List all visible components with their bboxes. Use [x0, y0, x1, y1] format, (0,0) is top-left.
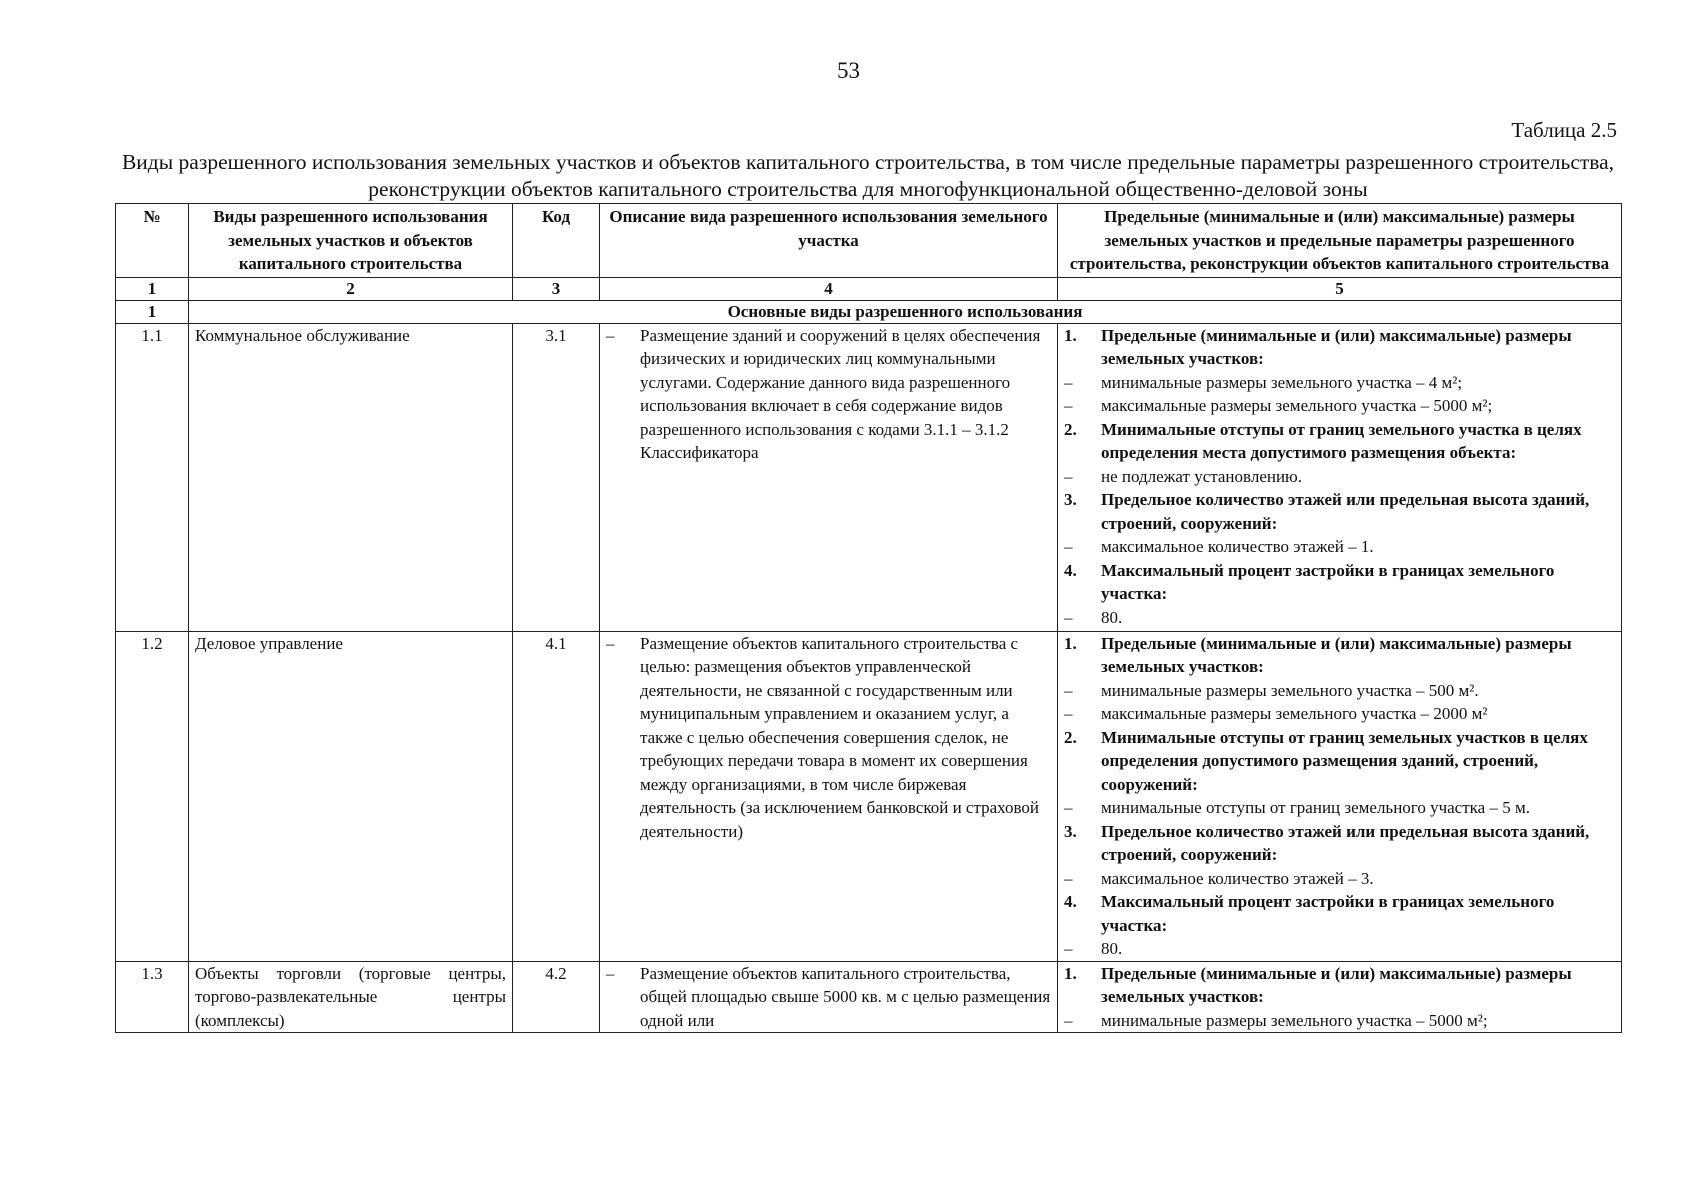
column-number-row: [116, 277, 1622, 300]
parameter-heading: [1064, 418, 1615, 465]
parameter-marker: –: [1064, 704, 1073, 723]
parameter-heading: [1064, 324, 1615, 371]
description-text: Размещение объектов капитального строительства, общей площадью свыше 5000 кв. м с целью размещения одной или: [640, 963, 1051, 1030]
parameter-marker: 1.: [1064, 633, 1077, 653]
row-parameters: [1058, 961, 1622, 1033]
parameter-text: Предельные (минимальные и (или) максимальные) размеры земельных участков:: [1101, 325, 1572, 368]
parameter-text: 80.: [1101, 607, 1123, 627]
row-number: 1.1: [116, 323, 189, 631]
parameter-marker: –: [1064, 607, 1073, 627]
parameter-text: 80.: [1101, 939, 1123, 958]
parameter-item: [1064, 702, 1615, 726]
col-number: 5: [1058, 277, 1622, 300]
parameter-heading: [1064, 726, 1615, 797]
parameter-text: Предельные (минимальные и (или) максимальные) размеры земельных участков:: [1101, 633, 1572, 676]
parameter-item: [1064, 867, 1615, 891]
parameter-marker: 4.: [1064, 560, 1077, 580]
parameter-marker: –: [1064, 680, 1073, 700]
parameter-text: минимальные размеры земельного участка – 5000 м²;: [1101, 1010, 1488, 1030]
dash-marker: –: [606, 963, 615, 983]
header-kind: Виды разрешенного использования земельных участков и объектов капитального строительства: [189, 204, 513, 278]
parameter-marker: –: [1064, 1010, 1073, 1030]
dash-marker: –: [606, 325, 615, 345]
parameter-text: максимальные размеры земельного участка – 5000 м²;: [1101, 396, 1493, 415]
parameter-text: Предельные (минимальные и (или) максимальные) размеры земельных участков:: [1101, 963, 1572, 1006]
parameter-marker: –: [1064, 466, 1073, 486]
parameter-item: [1064, 1009, 1615, 1033]
parameter-marker: 1.: [1064, 325, 1077, 345]
row-code: 4.1: [513, 631, 600, 961]
parameter-marker: 2.: [1064, 419, 1077, 439]
header-code: Код: [513, 204, 600, 278]
section-row: [116, 300, 1622, 323]
parameter-item: [1064, 371, 1615, 395]
parameter-text: не подлежат установлению.: [1101, 466, 1303, 486]
table-caption: Виды разрешенного использования земельных участков и объектов капитального строительства, в том числе предельные параметры разрешенного строительства, реконструкции объектов капитального строительства для многофункциональной общественно-деловой зоны: [121, 150, 1615, 201]
description-text: Размещение объектов капитального строительства с целью: размещения объектов управленческой деятельности, не связанной с государственным или муниципальным управлением и оказанием услуг, а также с целью обеспечения совершения сделок, не требующих передачи товара в момент их совершения между организациями, в том числе биржевая деятельность (за исключением банковской и страховой деятельности): [640, 633, 1040, 841]
header-row: [116, 204, 1622, 278]
parameter-marker: 2.: [1064, 727, 1077, 747]
header-params: Предельные (минимальные и (или) максимальные) размеры земельных участков и предельные параметры разрешенного строительства, реконструкции объектов капитального строительства: [1058, 204, 1622, 278]
row-number: 1.3: [116, 961, 189, 1033]
parameter-text: Предельное количество этажей или предельная высота зданий, строений, сооружений:: [1101, 821, 1590, 864]
header-desc: Описание вида разрешенного использования земельного участка: [600, 204, 1058, 278]
description-text: Размещение зданий и сооружений в целях обеспечения физических и юридических лиц коммунальными услугами. Содержание данного вида разрешенного использования включает в себя содержание видов разрешенного использования с кодами 3.1.1 – 3.1.2 Классификатора: [640, 325, 1041, 462]
row-code: 3.1: [513, 323, 600, 631]
parameter-text: максимальное количество этажей – 3.: [1101, 868, 1374, 888]
parameter-item: [1064, 465, 1615, 489]
parameter-text: Максимальный процент застройки в границах земельного участка:: [1101, 560, 1555, 603]
parameter-item: [1064, 606, 1615, 630]
parameter-heading: [1064, 820, 1615, 867]
header-num: №: [116, 204, 189, 278]
table-row: [116, 961, 1622, 1033]
parameter-marker: –: [1064, 396, 1073, 415]
parameter-text: минимальные размеры земельного участка – 500 м².: [1101, 680, 1479, 700]
row-kind: Объекты торговли (торговые центры, торгово-развлекательные центры (комплексы): [189, 961, 513, 1033]
parameter-marker: 3.: [1064, 821, 1077, 841]
parameter-marker: –: [1064, 939, 1073, 958]
col-number: 1: [116, 277, 189, 300]
page-number: 53: [837, 58, 860, 83]
parameter-text: минимальные отступы от границ земельного участка – 5 м.: [1101, 798, 1530, 817]
parameter-text: Минимальные отступы от границ земельного участка в целях определения места допустимого размещения объекта:: [1101, 419, 1582, 462]
parameter-text: Предельное количество этажей или предельная высота зданий, строений, сооружений:: [1101, 490, 1590, 533]
parameter-heading: [1064, 488, 1615, 535]
row-kind: Коммунальное обслуживание: [189, 323, 513, 631]
row-description: [600, 961, 1058, 1033]
row-parameters: [1058, 323, 1622, 631]
row-code: 4.2: [513, 961, 600, 1033]
parameter-item: [1064, 535, 1615, 559]
col-number: 2: [189, 277, 513, 300]
parameter-marker: 4.: [1064, 892, 1077, 911]
parameter-marker: –: [1064, 868, 1073, 888]
section-num: 1: [116, 300, 189, 323]
parameter-marker: –: [1064, 798, 1073, 817]
table-label: Таблица 2.5: [1511, 118, 1617, 142]
dash-marker: –: [606, 633, 615, 653]
col-number: 4: [600, 277, 1058, 300]
parameter-text: Минимальные отступы от границ земельных участков в целях определения допустимого размещения зданий, строений, сооружений:: [1101, 727, 1588, 794]
table-row: [116, 323, 1622, 631]
parameter-marker: 1.: [1064, 963, 1077, 983]
parameter-text: максимальные размеры земельного участка – 2000 м²: [1101, 704, 1488, 723]
parameter-heading: [1064, 962, 1615, 1009]
parameter-heading: [1064, 559, 1615, 606]
parameter-item: [1064, 394, 1615, 418]
parameter-text: минимальные размеры земельного участка – 4 м²;: [1101, 372, 1463, 392]
parameter-marker: 3.: [1064, 490, 1077, 509]
table-row: [116, 631, 1622, 961]
zoning-table: [115, 203, 1622, 1033]
parameter-text: максимальное количество этажей – 1.: [1101, 537, 1374, 556]
parameter-item: [1064, 679, 1615, 703]
parameter-marker: –: [1064, 372, 1073, 392]
parameter-heading: [1064, 890, 1615, 937]
parameter-marker: –: [1064, 537, 1073, 556]
row-parameters: [1058, 631, 1622, 961]
row-description: [600, 323, 1058, 631]
row-description: [600, 631, 1058, 961]
col-number: 3: [513, 277, 600, 300]
parameter-item: [1064, 796, 1615, 820]
row-kind: Деловое управление: [189, 631, 513, 961]
section-title: Основные виды разрешенного использования: [189, 300, 1622, 323]
row-number: 1.2: [116, 631, 189, 961]
parameter-text: Максимальный процент застройки в границах земельного участка:: [1101, 892, 1555, 935]
parameter-heading: [1064, 632, 1615, 679]
parameter-item: [1064, 937, 1615, 961]
